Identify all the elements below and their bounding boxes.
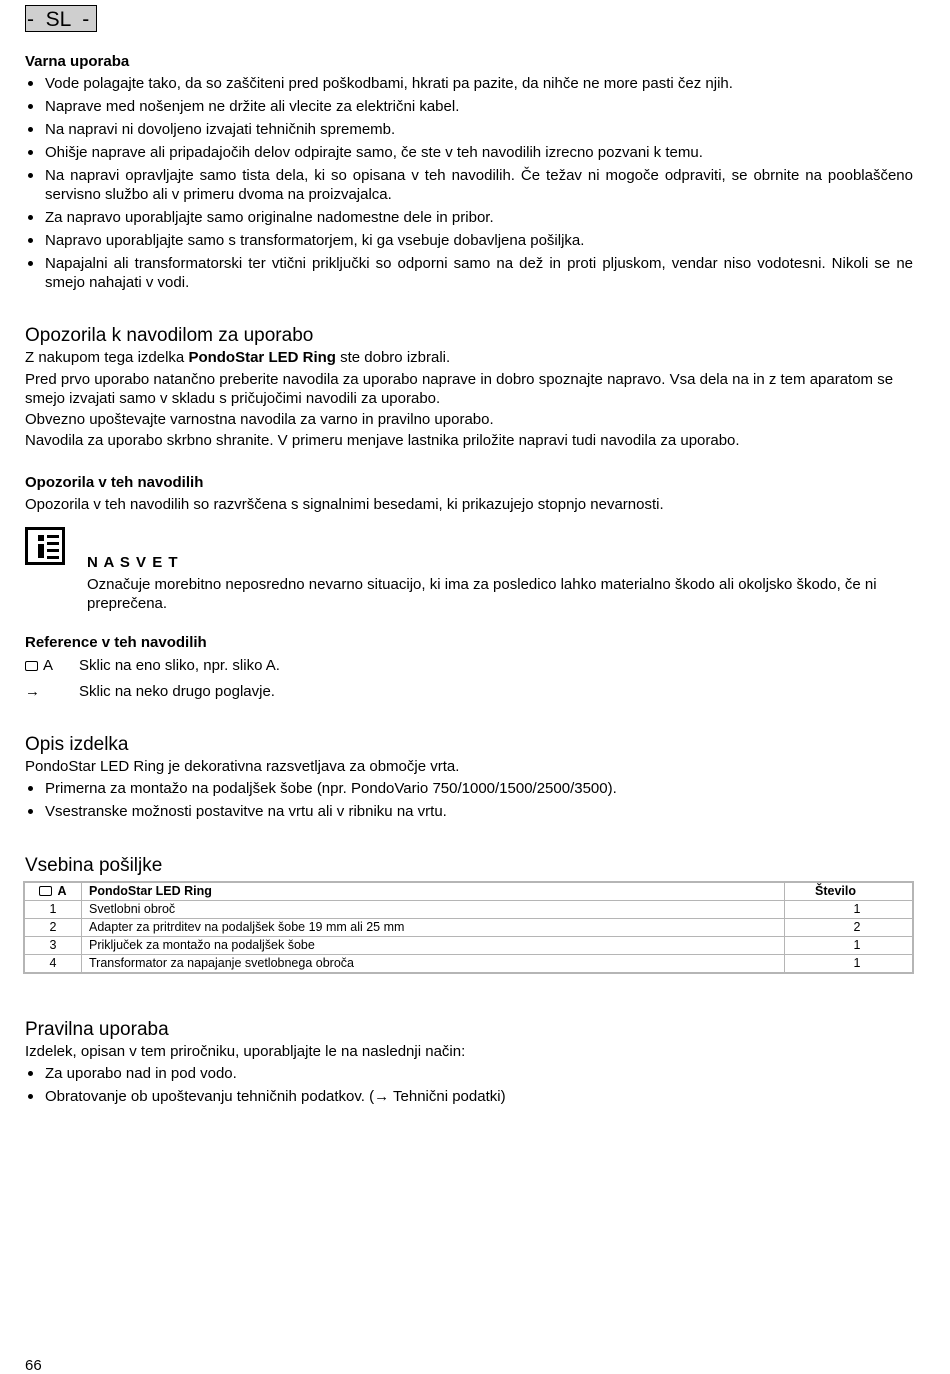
description-heading: Opis izdelka — [25, 734, 129, 755]
instructions-intro — [25, 348, 913, 367]
intro-text-end: ste dobro izbrali. — [335, 349, 451, 366]
warnings-heading: Opozorila v teh navodilih — [25, 474, 204, 491]
list-item: Napravo uporabljajte samo s transformatorjem, ki ga vsebuje dobavljena pošiljka. — [25, 231, 913, 250]
instructions-section — [25, 325, 913, 450]
intro-text: Z nakupom tega izdelka — [25, 349, 189, 366]
column-header: Število — [785, 882, 914, 901]
safety-section — [25, 52, 913, 296]
usage-heading: Pravilna uporaba — [25, 1019, 169, 1040]
usage-section — [25, 1019, 913, 1110]
list-item: Obratovanje ob upoštevanju tehničnih podatkov. (→ Tehnični podatki) — [25, 1087, 913, 1106]
references-heading: Reference v teh navodilih — [25, 634, 207, 651]
table-row — [24, 901, 913, 919]
table-cell: 1 — [24, 901, 82, 919]
table-row — [24, 955, 913, 974]
reference-text: Sklic na eno sliko, npr. sliko A. — [79, 657, 280, 674]
instructions-paragraph: Obvezno upoštevajte varnostna navodila za varno in pravilno uporabo. — [25, 411, 494, 428]
table-cell: 1 — [785, 937, 914, 955]
instructions-heading: Opozorila k navodilom za uporabo — [25, 325, 314, 346]
contents-section — [25, 855, 913, 877]
list-item: Napajalni ali transformatorski ter vtični priključki so odporni samo na dež in proti pljuskom, vendar niso vodotesni. Nikoli se ne smejo nahajati v vodi. — [25, 254, 913, 292]
list-item: Vode polagajte tako, da so zaščiteni pred poškodbami, hkrati pa pazite, da nihče ne more pasti čez njih. — [25, 74, 913, 93]
table-cell: 4 — [24, 955, 82, 974]
column-header: PondoStar LED Ring — [82, 882, 785, 901]
figure-icon — [39, 886, 52, 896]
warnings-section — [25, 473, 913, 514]
notice-text: Označuje morebitno neposredno nevarno situacijo, ki ima za posledico lahko materialno škodo ali okoljsko škodo, če ni preprečena. — [87, 576, 877, 612]
info-document-icon — [25, 527, 65, 565]
table-cell: 1 — [785, 955, 914, 974]
product-name: PondoStar LED Ring — [188, 349, 336, 366]
list-item: Na napravi ni dovoljeno izvajati tehničnih sprememb. — [25, 120, 913, 139]
table-cell: 2 — [24, 919, 82, 937]
reference-text: Sklic na neko drugo poglavje. — [79, 683, 275, 700]
table-row — [24, 937, 913, 955]
figure-icon — [25, 661, 38, 671]
table-cell: Svetlobni obroč — [82, 901, 785, 919]
notice-block — [87, 553, 913, 613]
instructions-paragraph: Navodila za uporabo skrbno shranite. V primeru menjave lastnika priložite napravi tudi navodila za uporabo. — [25, 432, 740, 449]
list-item: Primerna za montažo na podaljšek šobe (npr. PondoVario 750/1000/1500/2500/3500). — [25, 779, 913, 798]
list-item: Za napravo uporabljajte samo originalne nadomestne dele in pribor. — [25, 208, 913, 227]
safety-list — [25, 74, 913, 292]
table-cell: 2 — [785, 919, 914, 937]
description-section — [25, 734, 913, 825]
table-cell: 1 — [785, 901, 914, 919]
table-row — [24, 919, 913, 937]
description-list — [25, 779, 913, 821]
usage-list — [25, 1064, 913, 1106]
table-cell: Transformator za napajanje svetlobnega obroča — [82, 955, 785, 974]
instructions-paragraph: Pred prvo uporabo natančno preberite navodila za uporabo naprave in dobro spoznajte napravo. Vsa dela na in z tem aparatom se smejo izvajati samo v skladu s pričujočimi navodili za uporabo. — [25, 371, 894, 407]
list-item: Vsestranske možnosti postavitve na vrtu ali v ribniku na vrtu. — [25, 802, 913, 821]
table-cell: 3 — [24, 937, 82, 955]
table-header-row — [24, 882, 913, 901]
usage-text: Izdelek, opisan v tem priročniku, uporabljajte le na naslednji način: — [25, 1043, 466, 1060]
list-item: Ohišje naprave ali pripadajočih delov odpirajte samo, če ste v teh navodilih izrecno pozvani k temu. — [25, 143, 913, 162]
table-cell: Adapter za pritrditev na podaljšek šobe 19 mm ali 25 mm — [82, 919, 785, 937]
language-tag: - SL - — [25, 5, 97, 32]
notice-title: N A S V E T — [87, 554, 179, 571]
list-item: Naprave med nošenjem ne držite ali vlecite za električni kabel. — [25, 97, 913, 116]
table-cell: Priključek za montažo na podaljšek šobe — [82, 937, 785, 955]
list-item: Na napravi opravljajte samo tista dela, ki so opisana v teh navodilih. Če težav ni mogoče odpraviti, se obrnite na pooblaščeno servisno službo ali v primeru dvoma na proizvajalca. — [25, 166, 913, 204]
safety-heading: Varna uporaba — [25, 53, 130, 70]
list-item: Za uporabo nad in pod vodo. — [25, 1064, 913, 1083]
description-text: PondoStar LED Ring je dekorativna razsvetljava za območje vrta. — [25, 758, 460, 775]
page-number: 66 — [25, 1357, 42, 1374]
figure-reference-symbol: A — [25, 656, 75, 676]
arrow-icon: → — [25, 683, 40, 700]
column-header: A — [24, 882, 82, 901]
contents-heading: Vsebina pošiljke — [25, 855, 163, 876]
contents-table — [23, 881, 914, 974]
warnings-text: Opozorila v teh navodilih so razvrščena s signalnimi besedami, ki prikazujejo stopnjo nevarnosti. — [25, 496, 664, 513]
references-section — [25, 633, 913, 652]
